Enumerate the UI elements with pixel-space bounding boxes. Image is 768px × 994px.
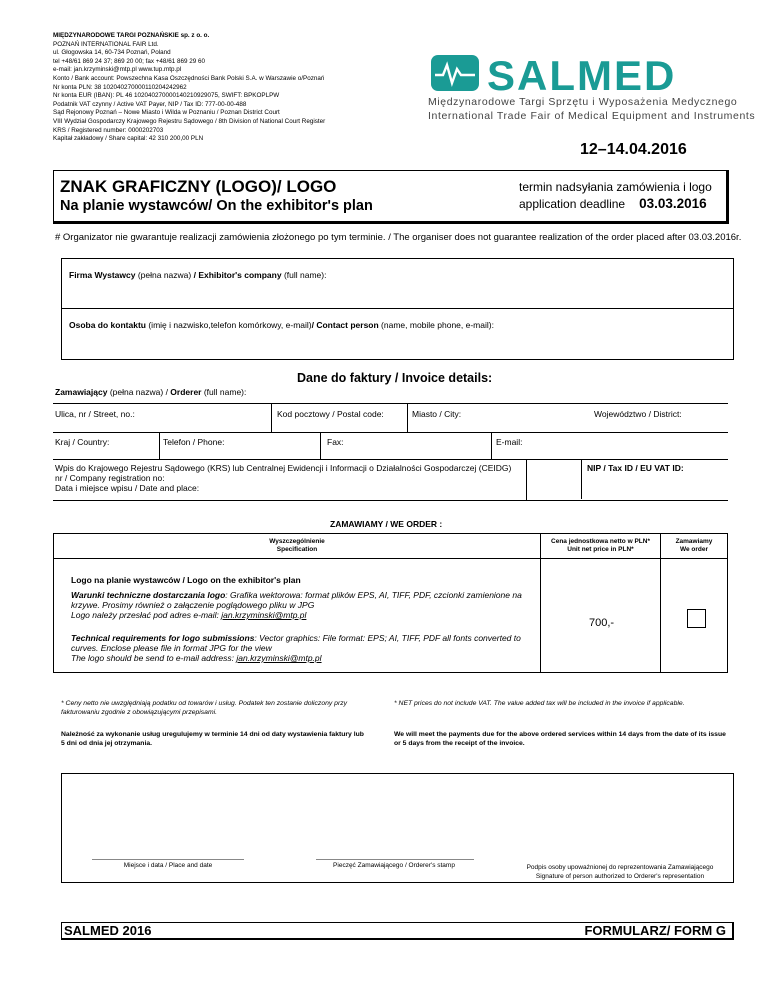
pl-email-link[interactable]: jan.krzyminski@mtp.pl bbox=[221, 610, 307, 620]
postal-field[interactable] bbox=[272, 404, 408, 433]
event-dates: 12–14.04.2016 bbox=[580, 141, 687, 158]
postal-label: Kod pocztowy / Postal code: bbox=[277, 409, 384, 419]
price-header bbox=[541, 534, 661, 559]
payment-terms-en: We will meet the payments due for the above ordered services within 14 days from the date of its issue or 5 days from the receipt of the invoice. bbox=[394, 731, 726, 747]
invoice-grid bbox=[53, 403, 728, 501]
district-label: Województwo / District: bbox=[594, 409, 682, 419]
company-line: Kapitał zakładowy / Share capital: 42 310 200,00 PLN bbox=[53, 135, 204, 143]
en-email-link[interactable]: jan.krzyminski@mtp.pl bbox=[236, 653, 322, 663]
unit-price: 700,- bbox=[589, 617, 615, 629]
logo-subtitle-pl: Międzynarodowe Targi Sprzętu i Wyposażenia Medycznego bbox=[428, 96, 738, 108]
item-pl-desc: Warunki techniczne dostarczania logo: Grafika wektorowa: format plików EPS, AI, TIFF, PDF, czcionki zamienione na krzywe. Prosimy również o załączenie poglądowego pliku w JPG Logo należy przesłać pod adres e-mail: jan.krzyminski@mtp.pl bbox=[71, 590, 522, 620]
footer-left: SALMED 2016 bbox=[64, 923, 152, 938]
vat-note-pl: * Ceny netto nie uwzględniają podatku od towarów i usług. Podatek ten zostanie doliczony przy fakturowaniu zgodnie z obowiązującymi przepisami. bbox=[61, 700, 348, 716]
company-line: Podatnik VAT czynny / Active VAT Payer, NIP / Tax ID: 777-00-00-488 bbox=[53, 100, 247, 108]
exhibitor-box bbox=[61, 258, 734, 360]
company-line: tel +48/61 869 24 37; 869 20 00; fax +48/61 869 29 60 bbox=[53, 57, 205, 65]
invoice-heading: Dane do faktury / Invoice details: bbox=[297, 371, 493, 385]
company-line: Konto / Bank account: Powszechna Kasa Oszczędności Bank Polski S.A. w Warszawie o/Poznań bbox=[53, 74, 325, 82]
spec-cell bbox=[54, 559, 541, 672]
nip-label: NIP / Tax ID / EU VAT ID: bbox=[587, 463, 684, 473]
country-field[interactable] bbox=[53, 433, 160, 460]
company-field-label: Firma Wystawcy (pełna nazwa) / Exhibitor's company (full name): bbox=[69, 270, 327, 280]
signature-label: Podpis osoby upoważnionej do reprezentowania Zamawiającego Signature of person authorized to Orderer's representation bbox=[526, 864, 714, 880]
payment-terms-pl: Należność za wykonanie usług uregulujemy w terminie 14 dni od daty wystawienia faktury lub 5 dni od dnia jej otrzymania. bbox=[61, 731, 364, 747]
order-cell bbox=[661, 559, 727, 672]
logo-text: SALMED bbox=[487, 52, 677, 99]
footer-box bbox=[61, 922, 734, 940]
vat-note-en: * NET prices do not include VAT. The value added tax will be included in the invoice if applicable. bbox=[394, 700, 685, 707]
spec-header bbox=[54, 534, 541, 559]
phone-label: Telefon / Phone: bbox=[163, 437, 225, 447]
footer-right: FORMULARZ/ FORM G bbox=[584, 923, 726, 938]
price-cell bbox=[541, 559, 661, 672]
signature-box bbox=[61, 773, 734, 883]
place-date-label: Miejsce i data / Place and date bbox=[123, 862, 213, 869]
fax-label: Fax: bbox=[327, 437, 344, 447]
form-subtitle: Na planie wystawców/ On the exhibitor's plan bbox=[60, 198, 373, 214]
order-table bbox=[53, 533, 728, 673]
deadline-label-en: application deadline bbox=[519, 197, 626, 211]
company-line: VIII Wydział Gospodarczy Krajowego Rejestru Sądowego / 8th Division of National Court Register bbox=[53, 117, 326, 125]
city-label: Miasto / City: bbox=[412, 409, 462, 419]
email-label: E-mail: bbox=[496, 437, 523, 447]
deadline-note: # Organizator nie gwarantuje realizacji zamówienia złożonego po tym terminie. / The organiser does not guarantee realization of the order placed after 03.03.2016r. bbox=[55, 232, 742, 243]
form-title: ZNAK GRAFICZNY (LOGO)/ LOGO bbox=[60, 177, 337, 196]
stamp-label: Pieczęć Zamawiającego / Orderer's stamp bbox=[333, 862, 455, 869]
country-label: Kraj / Country: bbox=[55, 437, 110, 447]
company-line: MIĘDZYNARODOWE TARGI POZNAŃSKIE sp. z o. o. bbox=[53, 32, 210, 39]
price-header-pl: Cena jednostkowa netto w PLN* bbox=[551, 538, 650, 545]
orderer-label: Zamawiający (pełna nazwa) / Orderer (full name): bbox=[55, 387, 247, 397]
street-label: Ulica, nr / Street, no.: bbox=[55, 409, 135, 419]
company-line: e-mail: jan.krzyminski@mtp.pl www.tup.mtp.pl bbox=[53, 66, 182, 74]
logo-subtitle-en: International Trade Fair of Medical Equipment and Instruments bbox=[428, 110, 756, 122]
company-field[interactable] bbox=[62, 259, 733, 309]
company-line: Nr konta EUR (IBAN): PL 46 102040270000140210929075, SWIFT: BPKOPLPW bbox=[53, 92, 280, 100]
deadline-date: 03.03.2016 bbox=[639, 196, 707, 211]
fax-field[interactable] bbox=[321, 433, 492, 460]
company-line: POZNAŃ INTERNATIONAL FAIR Ltd. bbox=[53, 40, 159, 48]
company-line: Sąd Rejonowy Poznań – Nowe Miasto i Wilda w Poznaniu / Poznan District Court bbox=[53, 109, 280, 117]
spec-header-pl: Wyszczególnienie bbox=[269, 538, 325, 545]
krs-label: Wpis do Krajowego Rejestru Sądowego (KRS) lub Centralnej Ewidencji i Informacji o Działalności Gospodarczej (CEIDG) nr / Company registration no: Data i miejsce wpisu / Date and place: bbox=[55, 463, 512, 493]
company-line: KRS / Registered number: 0000202703 bbox=[53, 126, 164, 134]
krs-field[interactable] bbox=[53, 460, 527, 500]
order-checkbox[interactable] bbox=[687, 609, 706, 628]
item-title: Logo na planie wystawców / Logo on the exhibitor's plan bbox=[71, 575, 301, 585]
salmed-logo-icon bbox=[431, 55, 479, 91]
phone-field[interactable] bbox=[160, 433, 321, 460]
order-header bbox=[661, 534, 727, 559]
order-heading: ZAMAWIAMY / WE ORDER : bbox=[330, 519, 443, 529]
deadline-label-pl: termin nadsyłania zamówienia i logo bbox=[519, 180, 712, 194]
nip-field[interactable] bbox=[527, 460, 728, 500]
company-info bbox=[53, 32, 423, 144]
order-header-en: We order bbox=[679, 546, 709, 553]
contact-field-label: Osoba do kontaktu (imię i nazwisko,telefon komórkowy, e-mail)/ Contact person (name, mobile phone, e-mail): bbox=[69, 320, 494, 330]
price-header-en: Unit net price in PLN* bbox=[567, 546, 634, 553]
deadline-line bbox=[519, 196, 707, 211]
contact-field[interactable] bbox=[62, 309, 733, 359]
company-line: Nr konta PLN: 38 102040270000110204242962 bbox=[53, 83, 187, 91]
title-box bbox=[53, 170, 729, 224]
spec-header-en: Specification bbox=[276, 546, 318, 553]
email-field[interactable] bbox=[492, 433, 728, 460]
order-header-pl: Zamawiamy bbox=[675, 538, 713, 545]
city-field[interactable] bbox=[408, 404, 728, 433]
company-line: ul. Głogowska 14, 60-734 Poznań, Poland bbox=[53, 49, 171, 57]
item-en-desc: Technical requirements for logo submissions: Vector graphics: File format: EPS; AI, TIFF, PDF all fonts converted to curves. Enclose please file in format JPG for the view The logo should be send to e-mail address: jan.krzyminski@mtp.pl bbox=[71, 633, 521, 663]
street-field[interactable] bbox=[53, 404, 272, 433]
